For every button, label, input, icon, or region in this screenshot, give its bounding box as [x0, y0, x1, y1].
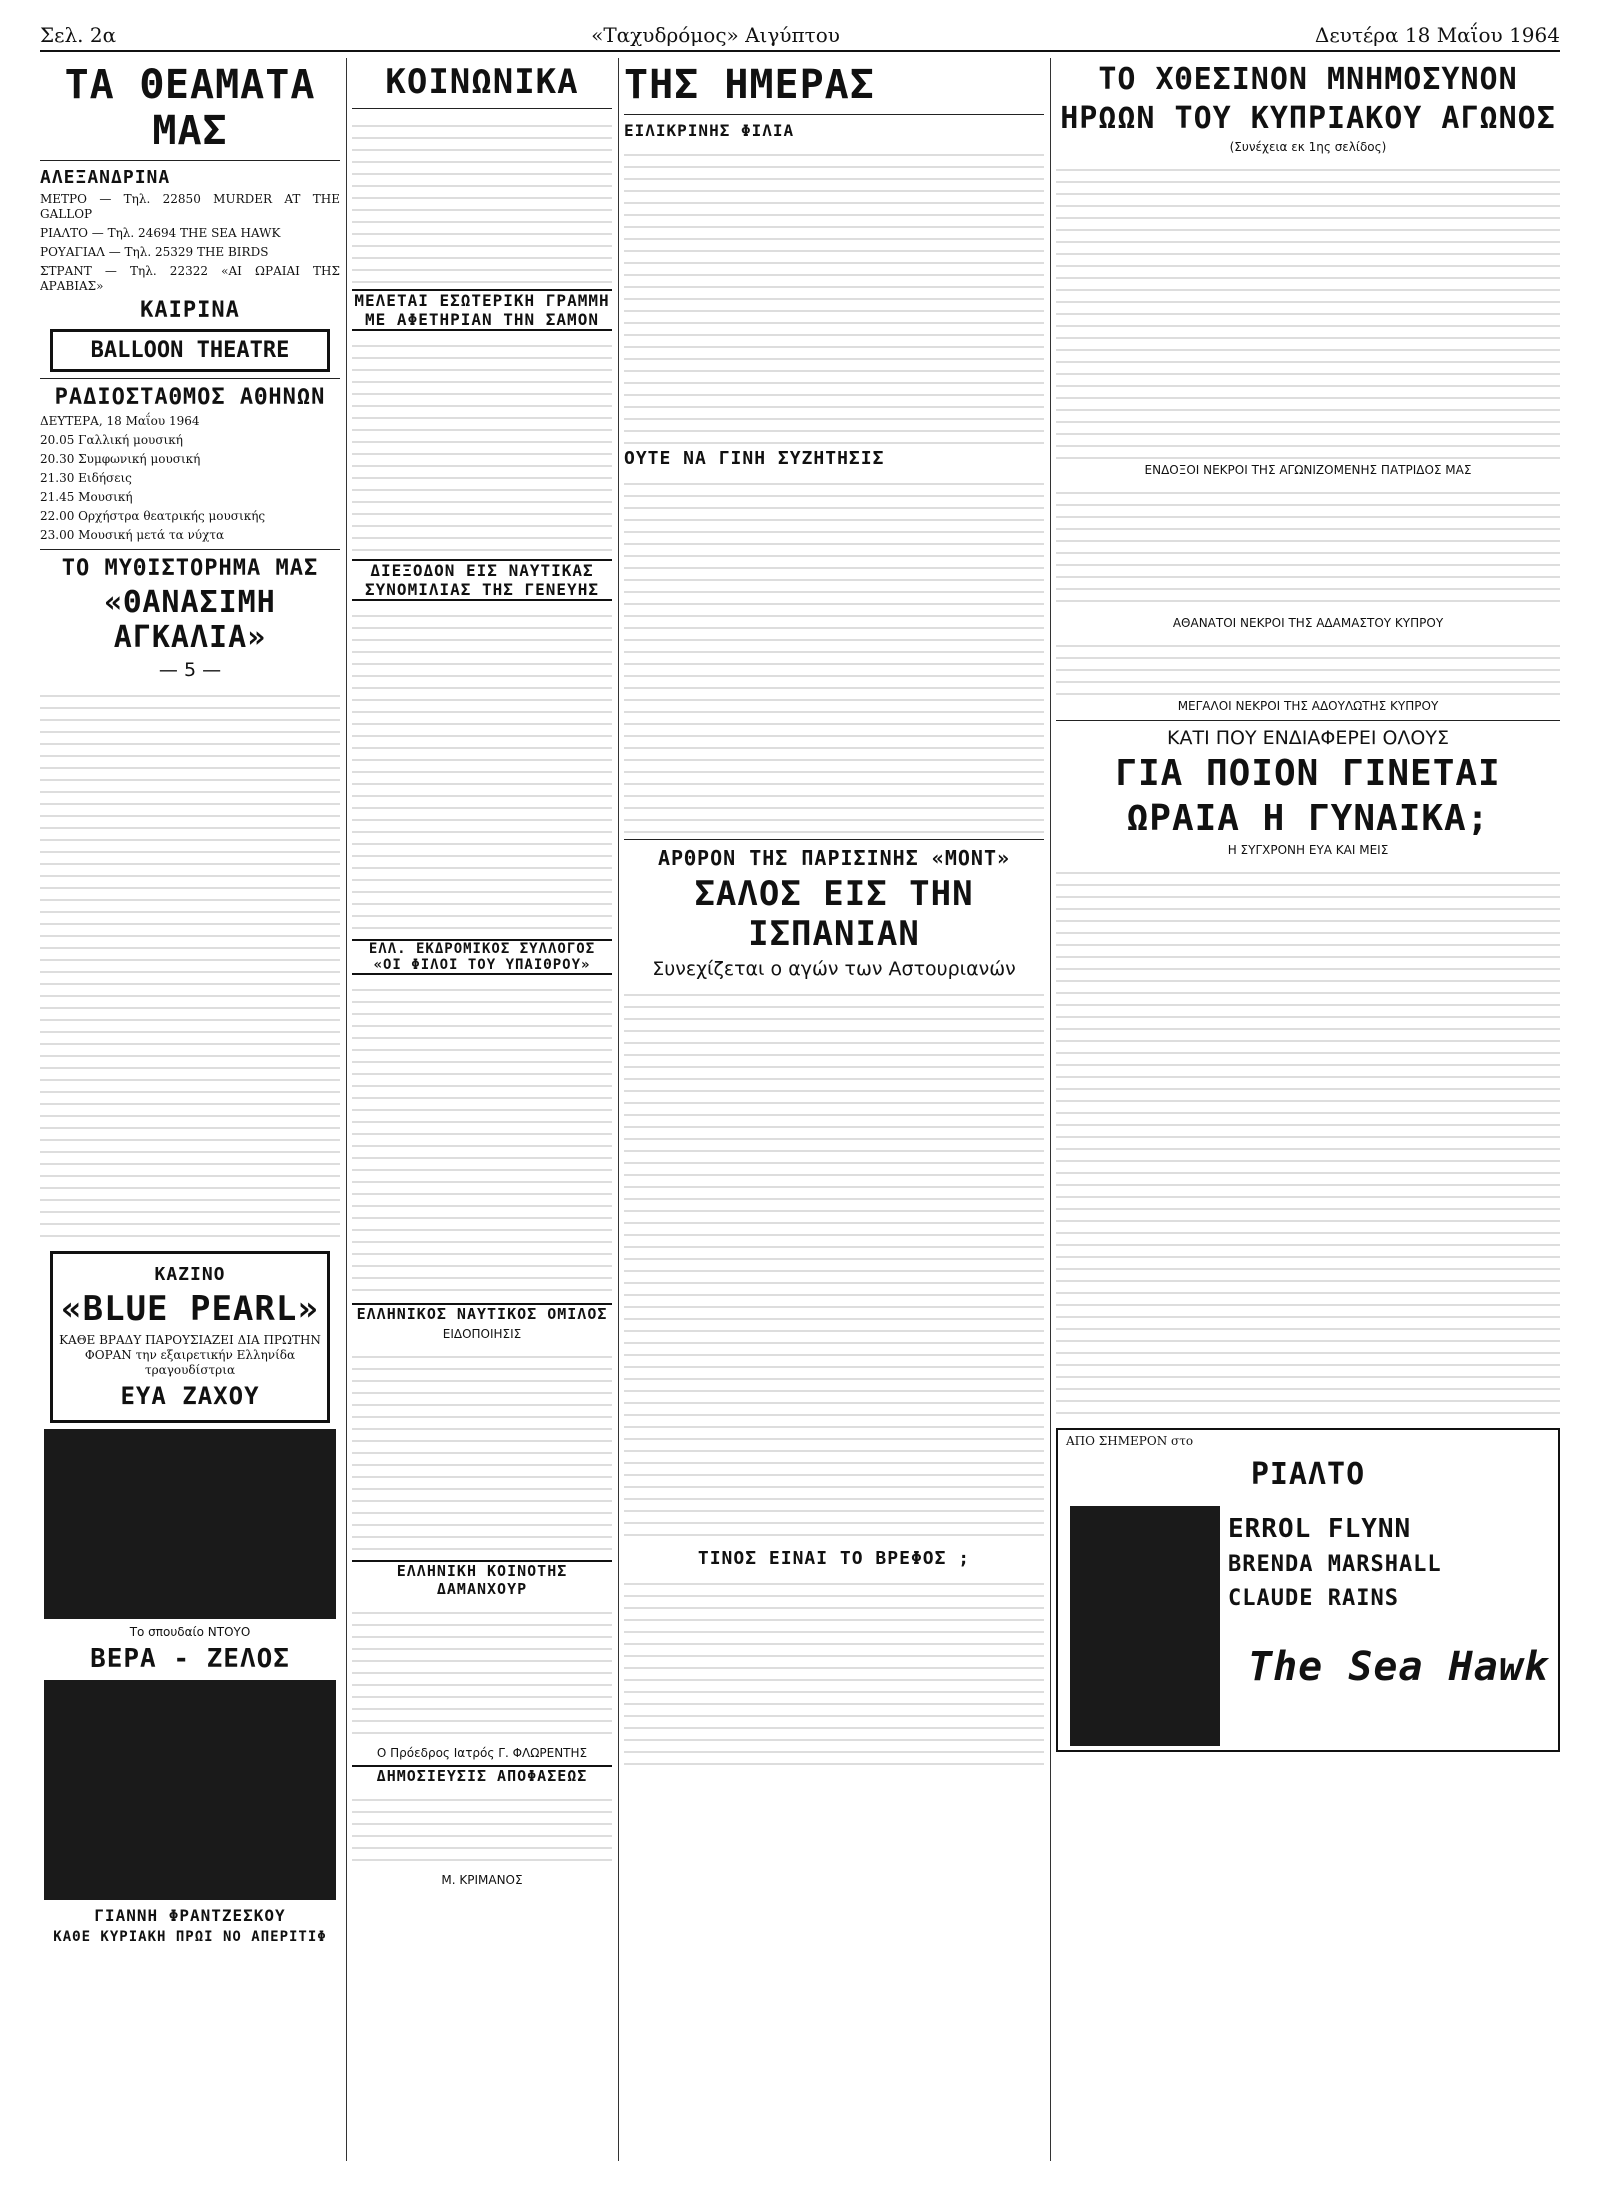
- novel-text-block: [40, 685, 340, 1245]
- column-today: [624, 58, 1044, 2161]
- film-title: The Sea Hawk: [1248, 1644, 1549, 1690]
- president-signature: Ο Πρόεδρος Ιατρός Γ. ΦΛΩΡΕΝΤΗΣ: [376, 1746, 588, 1760]
- samos-heading: ΜΕΛΕΤΑΙ ΕΣΩΤΕΡΙΚΗ ΓΡΑΜΜΗ ΜΕ ΑΦΕΤΗΡΙΑΝ ΤΗΝ ΣΑΜΟΝ: [352, 289, 612, 331]
- cast-name: CLAUDE RAINS: [1228, 1586, 1399, 1611]
- novel-installment: — 5 —: [158, 659, 222, 681]
- singer-photo: [44, 1429, 336, 1619]
- social-title: ΚΟΙΝΩΝΙΚΑ: [385, 62, 579, 102]
- women-subhead: Η ΣΥΓΧΡΟΝΗ ΕΥΑ ΚΑΙ ΜΕΙΣ: [1227, 843, 1389, 857]
- entertainment-title: ΤΑ ΘΕΑΜΑΤΑ ΜΑΣ: [64, 62, 316, 154]
- radio-line: 22.00 Ορχήστρα θεατρικής μουσικής: [40, 509, 266, 523]
- film-poster-photo: [1070, 1506, 1220, 1746]
- spain-headline: ΣΑΛΟΣ ΕΙΣ ΤΗΝ ΙΣΠΑΝΙΑΝ: [694, 874, 974, 954]
- women-headline-2: ΩΡΑΙΑ Η ΓΥΝΑΙΚΑ;: [1126, 798, 1490, 839]
- friendship-heading: ΕΙΛΙΚΡΙΝΗΣ ΦΙΛΙΑ: [624, 121, 795, 140]
- decision-signature: Μ. ΚΡΙΜΑΝΟΣ: [441, 1873, 523, 1887]
- memorial-title-2: ΗΡΩΩΝ ΤΟΥ ΚΥΠΡΙΑΚΟΥ ΑΓΩΝΟΣ: [1060, 101, 1556, 136]
- memorial-sub-2: ΑΘΑΝΑΤΟΙ ΝΕΚΡΟΙ ΤΗΣ ΑΔΑΜΑΣΤΟΥ ΚΥΠΡΟΥ: [1172, 616, 1444, 630]
- duo-name: ΒΕΡΑ - ΖΕΛΟΣ: [90, 1644, 290, 1674]
- singer-name: ΕΥΑ ΖΑΧΟΥ: [120, 1382, 260, 1410]
- balloon-theatre-ad: BALLOON THEATRE: [50, 329, 330, 372]
- novel-kicker: ΤΟ ΜΥΘΙΣΤΟΡΗΜΑ ΜΑΣ: [61, 556, 319, 581]
- memorial-sub-3: ΜΕΓΑΛΟΙ ΝΕΚΡΟΙ ΤΗΣ ΑΔΟΥΛΩΤΗΣ ΚΥΠΡΟΥ: [1177, 699, 1439, 713]
- sea-hawk-ad: [1056, 1428, 1560, 1752]
- nautical-club-heading: ΕΛΛΗΝΙΚΟΣ ΝΑΥΤΙΚΟΣ ΟΜΙΛΟΣ: [352, 1303, 612, 1323]
- radio-line: 21.45 Μουσική: [40, 490, 133, 504]
- sunday-note: ΚΑΘΕ ΚΥΡΙΑΚΗ ΠΡΩΙ ΝΟ ΑΠΕΡΙΤΙΦ: [53, 1929, 327, 1945]
- radio-line: ΔΕΥΤΕΡΑ, 18 Μαΐου 1964: [40, 414, 200, 428]
- baby-heading: ΤΙΝΟΣ ΕΙΝΑΙ ΤΟ ΒΡΕΦΟΣ ;: [697, 1548, 971, 1569]
- cinema-listing: ΣΤΡΑΝΤ — Τηλ. 22322 «ΑΙ ΩΡΑΙΑΙ ΤΗΣ ΑΡΑΒΙΑΣ»: [40, 264, 340, 293]
- radio-line: 20.30 Συμφωνική μουσική: [40, 452, 201, 466]
- column-social: [352, 58, 612, 2161]
- memorial-text-3: [1056, 635, 1560, 695]
- blue-pearl-text: ΚΑΘΕ ΒΡΑΔΥ ΠΑΡΟΥΣΙΑΖΕΙ ΔΙΑ ΠΡΩΤΗΝ ΦΟΡΑΝ την εξαιρετικήν Ελληνίδα τραγουδίστρια: [59, 1333, 321, 1377]
- decision-text: [352, 1789, 612, 1869]
- memorial-sub-1: ΕΝΔΟΞΟΙ ΝΕΚΡΟΙ ΤΗΣ ΑΓΩΝΙΖΟΜΕΝΗΣ ΠΑΤΡΙΔΟΣ ΜΑΣ: [1144, 463, 1472, 477]
- monde-article-heading: ΑΡΘΡΟΝ ΤΗΣ ΠΑΡΙΣΙΝΗΣ «ΜΟΝΤ»: [657, 846, 1011, 870]
- cast-name: ERROL FLYNN: [1228, 1514, 1412, 1544]
- women-headline-1: ΓΙΑ ΠΟΙΟΝ ΓΙΝΕΤΑΙ: [1115, 753, 1501, 794]
- radio-line: 21.30 Ειδήσεις: [40, 471, 132, 485]
- spain-subhead: Συνεχίζεται ο αγών των Αστουριανών: [652, 958, 1016, 980]
- today-title: ΤΗΣ ΗΜΕΡΑΣ: [624, 62, 875, 108]
- issue-date: Δευτέρα 18 Μαΐου 1964: [1314, 23, 1560, 47]
- excursion-club-heading: ΕΛΛ. ΕΚΔΡΟΜΙΚΟΣ ΣΥΛΛΟΓΟΣ «ΟΙ ΦΙΛΟΙ ΤΟΥ ΥΠΑΙΘΡΟΥ»: [352, 939, 612, 975]
- duo-label: Το σπουδαίο ΝΤΟΥΟ: [129, 1625, 251, 1639]
- blue-pearl-ad: [50, 1251, 330, 1423]
- geneva-text: [352, 605, 612, 935]
- column-entertainment: [40, 58, 340, 2161]
- excursion-text: [352, 979, 612, 1299]
- memorial-text-2: [1056, 482, 1560, 612]
- baby-text: [624, 1573, 1044, 1773]
- paper-name: «Ταχυδρόμος» Αιγύπτου: [591, 23, 840, 47]
- social-text: [352, 115, 612, 285]
- blue-pearl-name: «BLUE PEARL»: [61, 1289, 319, 1329]
- cast-name: BRENDA MARSHALL: [1228, 1552, 1442, 1577]
- duo-photo: [44, 1680, 336, 1900]
- column-memorial: [1056, 58, 1560, 2161]
- spain-text: [624, 984, 1044, 1544]
- discussion-heading: ΟΥΤΕ ΝΑ ΓΙΝΗ ΣΥΖΗΤΗΣΙΣ: [624, 448, 885, 469]
- memorial-title: ΤΟ ΧΘΕΣΙΝΟΝ ΜΝΗΜΟΣΥΝΟΝ: [1098, 62, 1518, 97]
- decision-heading: ΔΗΜΟΣΙΕΥΣΙΣ ΑΠΟΦΑΣΕΩΣ: [352, 1765, 612, 1785]
- notice-label: ΕΙΔΟΠΟΙΗΣΙΣ: [442, 1327, 522, 1341]
- radio-line: 23.00 Μουσική μετά τα νύχτα: [40, 528, 225, 542]
- radio-title: ΡΑΔΙΟΣΤΑΘΜΟΣ ΑΘΗΝΩΝ: [54, 385, 326, 410]
- friendship-text: [624, 144, 1044, 444]
- cinema-listing: ΡΟΥΑΓΙΑΛ — Τηλ. 25329 THE BIRDS: [40, 245, 269, 259]
- damanhour-text: [352, 1602, 612, 1742]
- masthead: [40, 20, 1560, 52]
- rialto-name: ΡΙΑΛΤΟ: [1250, 1457, 1366, 1492]
- geneva-heading: ΔΙΕΞΟΔΟΝ ΕΙΣ ΝΑΥΤΙΚΑΣ ΣΥΝΟΜΙΛΙΑΣ ΤΗΣ ΓΕΝΕΥΗΣ: [352, 559, 612, 601]
- from-today-label: ΑΠΟ ΣΗΜΕΡΟΝ στο: [1066, 1434, 1194, 1448]
- alexandria-heading: ΑΛΕΞΑΝΔΡΙΝΑ: [40, 167, 171, 188]
- samos-text: [352, 335, 612, 555]
- radio-line: 20.05 Γαλλική μουσική: [40, 433, 183, 447]
- memorial-text: [1056, 159, 1560, 459]
- nautical-text: [352, 1346, 612, 1556]
- discussion-text: [624, 473, 1044, 833]
- damanhour-heading: ΕΛΛΗΝΙΚΗ ΚΟΙΝΟΤΗΣ ΔΑΜΑΝΧΟΥΡ: [352, 1560, 612, 1598]
- continued-note: (Συνέχεια εκ 1ης σελίδος): [1229, 140, 1387, 154]
- cinema-listing: ΡΙΑΛΤΟ — Τηλ. 24694 THE SEA HAWK: [40, 226, 281, 240]
- women-text: [1056, 862, 1560, 1422]
- women-kicker: ΚΑΤΙ ΠΟΥ ΕΝΔΙΑΦΕΡΕΙ ΟΛΟΥΣ: [1167, 727, 1449, 749]
- cinema-listing: ΜΕΤΡΟ — Τηλ. 22850 MURDER AT THE GALLOP: [40, 192, 340, 221]
- page-number: Σελ. 2α: [40, 23, 117, 47]
- novel-title: «ΘΑΝΑΣΙΜΗ ΑΓΚΑΛΙΑ»: [104, 585, 276, 655]
- pianist-name: ΓΙΑΝΝΗ ΦΡΑΝΤΖΕΣΚΟΥ: [94, 1906, 286, 1925]
- casino-label: ΚΑΖΙΝΟ: [154, 1264, 226, 1285]
- cairo-heading: ΚΑΙΡΙΝΑ: [140, 298, 240, 323]
